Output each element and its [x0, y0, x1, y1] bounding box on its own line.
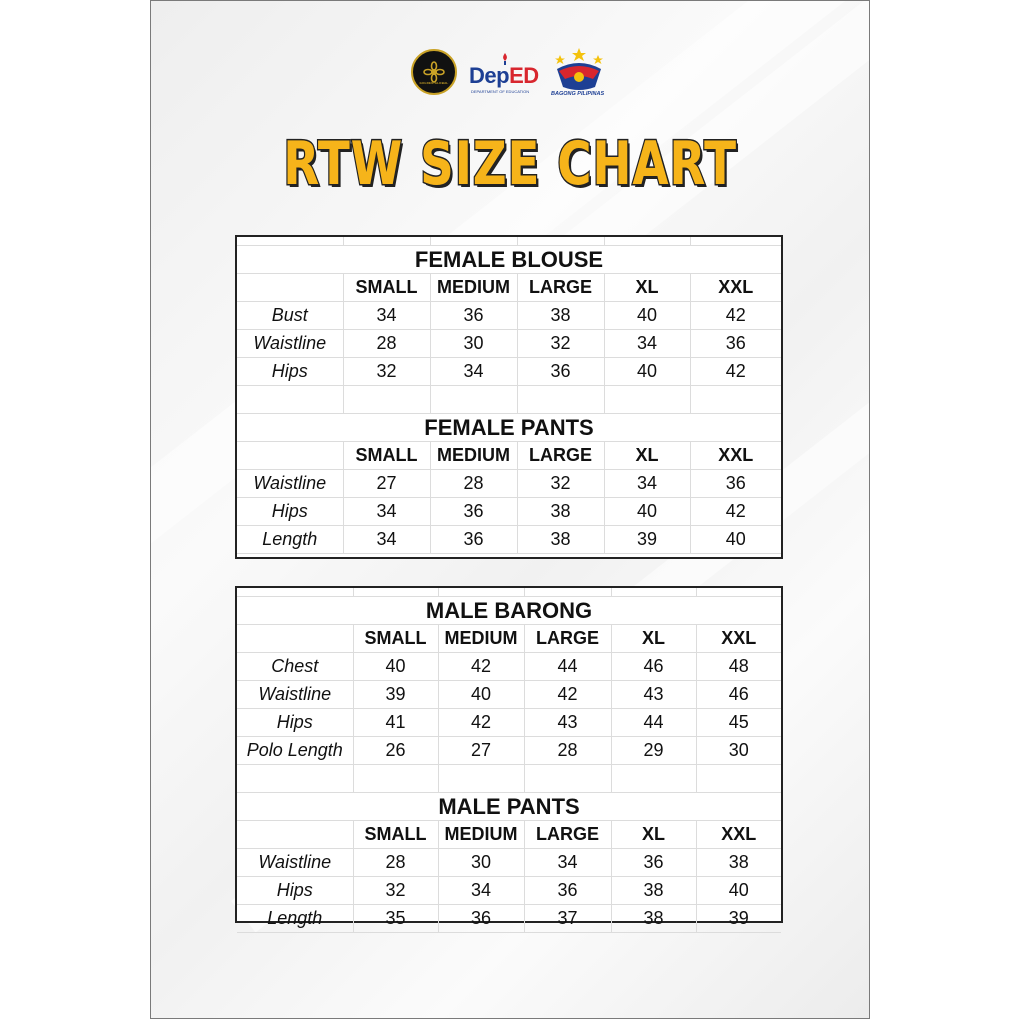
- female-pants-title: FEMALE PANTS: [237, 414, 781, 442]
- size-header: LARGE: [524, 625, 611, 653]
- cell-value: 40: [353, 653, 438, 681]
- header-label-cell: [237, 821, 353, 849]
- cell-value: 46: [696, 681, 781, 709]
- size-header: SMALL: [353, 625, 438, 653]
- size-header-row: [237, 274, 781, 302]
- cell-value: 37: [524, 905, 611, 933]
- cell-value: 27: [438, 737, 524, 765]
- size-header: SMALL: [343, 274, 430, 302]
- size-header: SMALL: [343, 442, 430, 470]
- size-header: XL: [611, 625, 696, 653]
- cell-value: 42: [690, 498, 781, 526]
- row-label: Hips: [237, 709, 353, 737]
- size-header: XXL: [690, 274, 781, 302]
- table-row: [237, 302, 781, 330]
- cell-value: 38: [517, 526, 604, 554]
- table-row: [237, 470, 781, 498]
- cell-value: 34: [343, 498, 430, 526]
- cell-value: 42: [690, 302, 781, 330]
- cell-value: 28: [524, 737, 611, 765]
- row-label: Waistline: [237, 470, 343, 498]
- cell-value: 34: [438, 877, 524, 905]
- bagong-pilipinas-logo: [549, 47, 613, 101]
- row-label: Length: [237, 905, 353, 933]
- cell-value: 44: [524, 653, 611, 681]
- cell-value: 36: [430, 498, 517, 526]
- blank-row: [237, 765, 781, 793]
- table-row: [237, 877, 781, 905]
- section-title-row: [237, 414, 781, 442]
- deped-ed-text: ED: [509, 63, 539, 88]
- bagong-pilipinas-text: BAGONG PILIPINAS: [551, 91, 605, 97]
- female-grid: [237, 237, 781, 554]
- table-row: [237, 498, 781, 526]
- cell-value: 48: [696, 653, 781, 681]
- golden-global-logo: [411, 49, 457, 95]
- cell-value: 28: [430, 470, 517, 498]
- deped-subtitle: DEPARTMENT OF EDUCATION: [471, 89, 530, 94]
- cell-value: 39: [353, 681, 438, 709]
- cell-value: 34: [604, 470, 690, 498]
- table-row: [237, 709, 781, 737]
- cell-value: 36: [517, 358, 604, 386]
- female-size-table: [235, 235, 783, 559]
- size-header: XXL: [696, 821, 781, 849]
- cell-value: 26: [353, 737, 438, 765]
- cell-value: 34: [343, 302, 430, 330]
- size-header: XL: [604, 442, 690, 470]
- cell-value: 32: [517, 330, 604, 358]
- section-title-row: [237, 597, 781, 625]
- female-blouse-title: FEMALE BLOUSE: [237, 246, 781, 274]
- cell-value: 40: [696, 877, 781, 905]
- cell-value: 40: [438, 681, 524, 709]
- row-label: Hips: [237, 358, 343, 386]
- size-header: MEDIUM: [438, 625, 524, 653]
- cell-value: 38: [696, 849, 781, 877]
- section-title-row: [237, 246, 781, 274]
- header-label-cell: [237, 625, 353, 653]
- cell-value: 38: [611, 877, 696, 905]
- bagong-pilipinas-emblem-icon: [549, 47, 609, 93]
- logo-row: [151, 47, 869, 101]
- row-label: Waistline: [237, 849, 353, 877]
- cell-value: 43: [524, 709, 611, 737]
- cell-value: 40: [690, 526, 781, 554]
- table-row: [237, 653, 781, 681]
- male-grid: [237, 588, 781, 933]
- header-label-cell: [237, 442, 343, 470]
- size-header: LARGE: [517, 442, 604, 470]
- size-header: XXL: [696, 625, 781, 653]
- cell-value: 39: [604, 526, 690, 554]
- cell-value: 29: [611, 737, 696, 765]
- cell-value: 38: [517, 498, 604, 526]
- cell-value: 40: [604, 302, 690, 330]
- size-header: XL: [611, 821, 696, 849]
- cell-value: 38: [611, 905, 696, 933]
- spacer-row: [237, 588, 781, 597]
- cell-value: 42: [438, 653, 524, 681]
- cell-value: 36: [690, 470, 781, 498]
- spacer-row: [237, 237, 781, 246]
- cell-value: 34: [604, 330, 690, 358]
- cell-value: 32: [517, 470, 604, 498]
- size-header-row: [237, 625, 781, 653]
- cell-value: 39: [696, 905, 781, 933]
- cell-value: 28: [343, 330, 430, 358]
- cell-value: 42: [524, 681, 611, 709]
- row-label: Hips: [237, 498, 343, 526]
- size-header: MEDIUM: [438, 821, 524, 849]
- golden-global-text: GOLDEN GLOBAL: [419, 81, 449, 85]
- cell-value: 40: [604, 358, 690, 386]
- row-label: Waistline: [237, 681, 353, 709]
- cell-value: 44: [611, 709, 696, 737]
- size-header: XL: [604, 274, 690, 302]
- cell-value: 32: [353, 877, 438, 905]
- size-header: MEDIUM: [430, 442, 517, 470]
- cell-value: 32: [343, 358, 430, 386]
- row-label: Hips: [237, 877, 353, 905]
- cell-value: 35: [353, 905, 438, 933]
- table-row: [237, 526, 781, 554]
- size-header: LARGE: [524, 821, 611, 849]
- cell-value: 36: [524, 877, 611, 905]
- male-size-table: [235, 586, 783, 928]
- size-header: SMALL: [353, 821, 438, 849]
- table-row: [237, 905, 781, 933]
- row-label: Chest: [237, 653, 353, 681]
- male-pants-title: MALE PANTS: [237, 793, 781, 821]
- cell-value: 34: [524, 849, 611, 877]
- cell-value: 42: [438, 709, 524, 737]
- cell-value: 28: [353, 849, 438, 877]
- cell-value: 30: [696, 737, 781, 765]
- size-chart-page: [150, 0, 870, 1019]
- golden-global-seal-icon: [423, 61, 445, 83]
- size-header-row: [237, 442, 781, 470]
- table-row: [237, 330, 781, 358]
- cell-value: 36: [611, 849, 696, 877]
- row-label: Polo Length: [237, 737, 353, 765]
- size-header-row: [237, 821, 781, 849]
- size-header: XXL: [690, 442, 781, 470]
- cell-value: 34: [343, 526, 430, 554]
- row-label: Waistline: [237, 330, 343, 358]
- size-header: MEDIUM: [430, 274, 517, 302]
- cell-value: 36: [690, 330, 781, 358]
- row-label: Bust: [237, 302, 343, 330]
- table-row: [237, 849, 781, 877]
- size-header: LARGE: [517, 274, 604, 302]
- cell-value: 34: [430, 358, 517, 386]
- male-barong-title: MALE BARONG: [237, 597, 781, 625]
- cell-value: 27: [343, 470, 430, 498]
- blank-row: [237, 386, 781, 414]
- table-row: [237, 681, 781, 709]
- cell-value: 40: [604, 498, 690, 526]
- cell-value: 30: [430, 330, 517, 358]
- cell-value: 30: [438, 849, 524, 877]
- cell-value: 46: [611, 653, 696, 681]
- cell-value: 36: [438, 905, 524, 933]
- section-title-row: [237, 793, 781, 821]
- deped-wordmark: [469, 63, 539, 89]
- cell-value: 42: [690, 358, 781, 386]
- deped-dep-text: Dep: [469, 63, 510, 88]
- row-label: Length: [237, 526, 343, 554]
- cell-value: 36: [430, 302, 517, 330]
- cell-value: 45: [696, 709, 781, 737]
- cell-value: 43: [611, 681, 696, 709]
- header-label-cell: [237, 274, 343, 302]
- cell-value: 36: [430, 526, 517, 554]
- table-row: [237, 737, 781, 765]
- page-title: RTW SIZE CHART: [283, 129, 737, 199]
- deped-logo: [467, 53, 547, 97]
- table-row: [237, 358, 781, 386]
- cell-value: 41: [353, 709, 438, 737]
- cell-value: 38: [517, 302, 604, 330]
